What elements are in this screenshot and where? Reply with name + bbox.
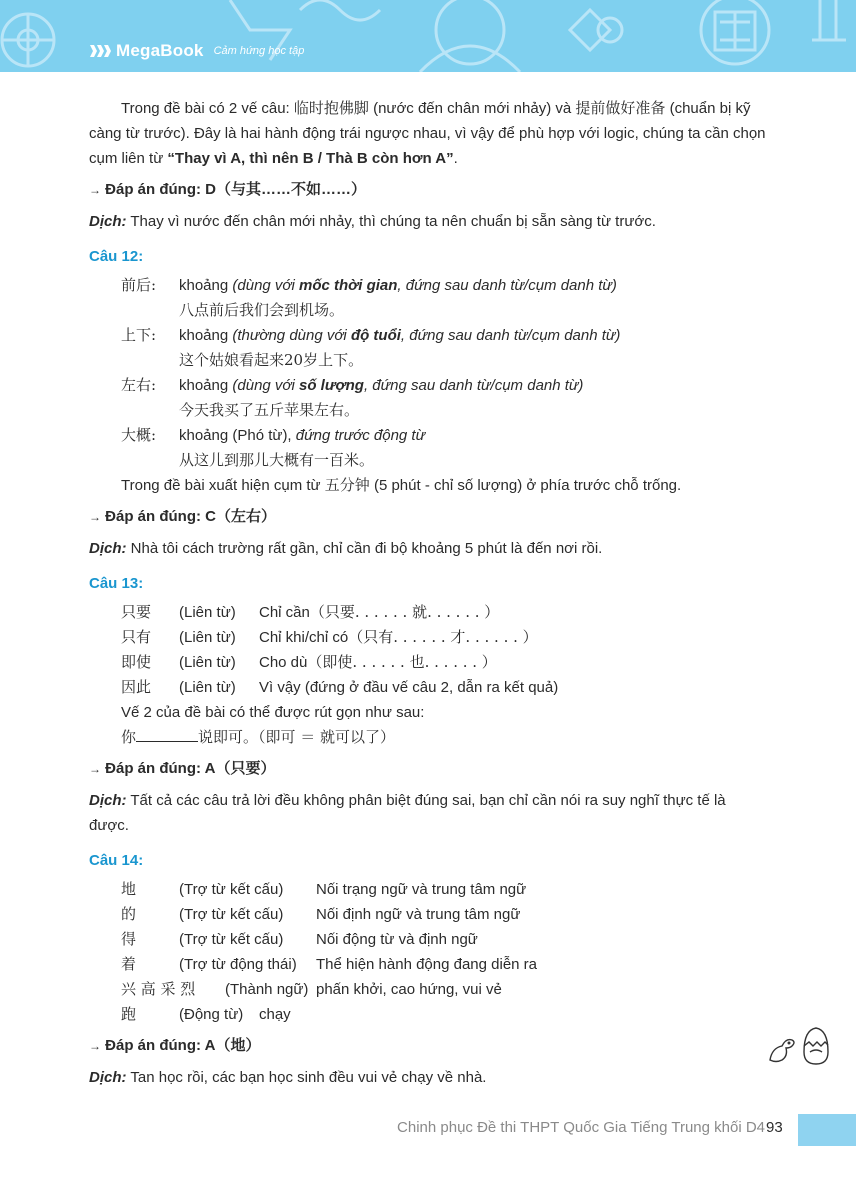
example-sentence: 这个姑娘看起来20岁上下。 — [179, 351, 364, 369]
arrow-icon: → — [89, 510, 101, 524]
brand — [90, 40, 304, 62]
definition-row: 上下: khoảng (thường dùng với độ tuổi, đứng sau danh từ/cụm danh từ) 这个姑娘看起来20岁上下。 — [121, 323, 769, 373]
table-row: 即使 (Liên từ) Cho dù（即使. . . . . . 也. . . . . . ） — [121, 653, 497, 671]
q14-translation: Dịch: Tan học rồi, các bạn học sinh đều vui vẻ chạy về nhà. — [89, 1069, 487, 1086]
q13-shortened: 你 说即可。（即可 ＝ 就可以了） — [121, 725, 769, 750]
q13-translation: Dịch: Tất cả các câu trả lời đều không phân biệt đúng sai, bạn chỉ cần nói ra suy nghĩ thực tế là được. — [89, 792, 726, 834]
header-banner — [0, 0, 856, 72]
megabook-logo-icon — [90, 44, 112, 58]
definition-row: 左右: khoảng (dùng với số lượng, đứng sau danh từ/cụm danh từ) 今天我买了五斤苹果左右。 — [121, 373, 769, 423]
table-row: 得 (Trợ từ kết cấu) Nối động từ và định ngữ — [121, 930, 478, 948]
q11-key-phrase: “Thay vì A, thì nên B / Thà B còn hơn A” — [167, 150, 454, 167]
q14-title: Câu 14: — [89, 852, 144, 869]
example-sentence: 今天我买了五斤苹果左右。 — [179, 401, 360, 419]
q14-answer: → Đáp án đúng: A（地） — [89, 1037, 261, 1054]
table-row: 兴 高 采 烈 (Thành ngữ) phấn khởi, cao hứng, vui vẻ — [121, 980, 502, 998]
q12-explanation: Trong đề bài xuất hiện cụm từ 五分钟 (5 phút - chỉ số lượng) ở phía trước chỗ trống. — [121, 476, 682, 494]
q12-definitions — [121, 273, 769, 473]
table-row: 的 (Trợ từ kết cấu) Nối định ngữ và trung tâm ngữ — [121, 905, 521, 923]
table-row: 着 (Trợ từ động thái) Thể hiện hành động đang diễn ra — [121, 955, 538, 973]
footer-book-title: Chinh phục Đề thi THPT Quốc Gia Tiếng Trung khối D4 — [397, 1119, 765, 1136]
dinosaur-egg-icon — [764, 1022, 832, 1066]
definition-row: 前后: khoảng (dùng với mốc thời gian, đứng sau danh từ/cụm danh từ) 八点前后我们会到机场。 — [121, 273, 769, 323]
q13-answer: → Đáp án đúng: A（只要） — [89, 760, 276, 777]
q13-table — [121, 600, 769, 750]
q11-translation: Dịch: Thay vì nước đến chân mới nhảy, thì chúng ta nên chuẩn bị sẵn sàng từ trước. — [89, 213, 656, 230]
q12-translation: Dịch: Nhà tôi cách trường rất gần, chỉ cần đi bộ khoảng 5 phút là đến nơi rồi. — [89, 540, 603, 557]
table-row: 只要 (Liên từ) Chỉ cần（只要. . . . . . 就. . . . . . ） — [121, 603, 500, 621]
arrow-icon: → — [89, 762, 101, 776]
table-row: 只有 (Liên từ) Chỉ khi/chỉ có（只有. . . . . . 才. . . . . . ） — [121, 628, 538, 646]
q11-explanation: Trong đề bài có 2 vế câu: 临时抱佛脚 (nước đến chân mới nhảy) và 提前做好准备 (chuẩn bị kỹ càng từ trước). Đây là hai hành động trái ngược nhau, vì vậy để phù hợp với logic, chúng ta cần chọn cụm liên từ “Thay vì A, thì nên B / Thà B còn hơn A”. — [89, 99, 766, 167]
table-row: 地 (Trợ từ kết cấu) Nối trạng ngữ và trung tâm ngữ — [121, 880, 527, 898]
definition-row: 大概: khoảng (Phó từ), đứng trước động từ 从这儿到那儿大概有一百米。 — [121, 423, 769, 473]
brand-slogan: Cảm hứng học tập — [213, 45, 305, 57]
q12-answer: → Đáp án đúng: C（左右） — [89, 508, 276, 525]
page-number: 93 — [766, 1119, 783, 1136]
table-row: 因此 (Liên từ) Vì vậy (đứng ở đầu vế câu 2, dẫn ra kết quả) — [121, 678, 559, 696]
example-sentence: 八点前后我们会到机场。 — [179, 301, 345, 319]
q13-title: Câu 13: — [89, 575, 144, 592]
brand-name: MegaBook — [116, 41, 204, 60]
page-content — [89, 96, 769, 1090]
page-tab — [798, 1114, 856, 1146]
q14-table — [121, 877, 769, 1027]
example-sentence: 从这儿到那儿大概有一百米。 — [179, 451, 375, 469]
table-row: 跑 (Động từ) chạy — [121, 1005, 291, 1023]
q13-note: Vế 2 của đề bài có thể được rút gọn như sau: — [121, 704, 425, 721]
blank-line — [136, 725, 198, 742]
arrow-icon: → — [89, 183, 101, 197]
q11-answer: → Đáp án đúng: D（与其……不如……） — [89, 181, 366, 198]
q12-title: Câu 12: — [89, 248, 144, 265]
arrow-icon: → — [89, 1039, 101, 1053]
